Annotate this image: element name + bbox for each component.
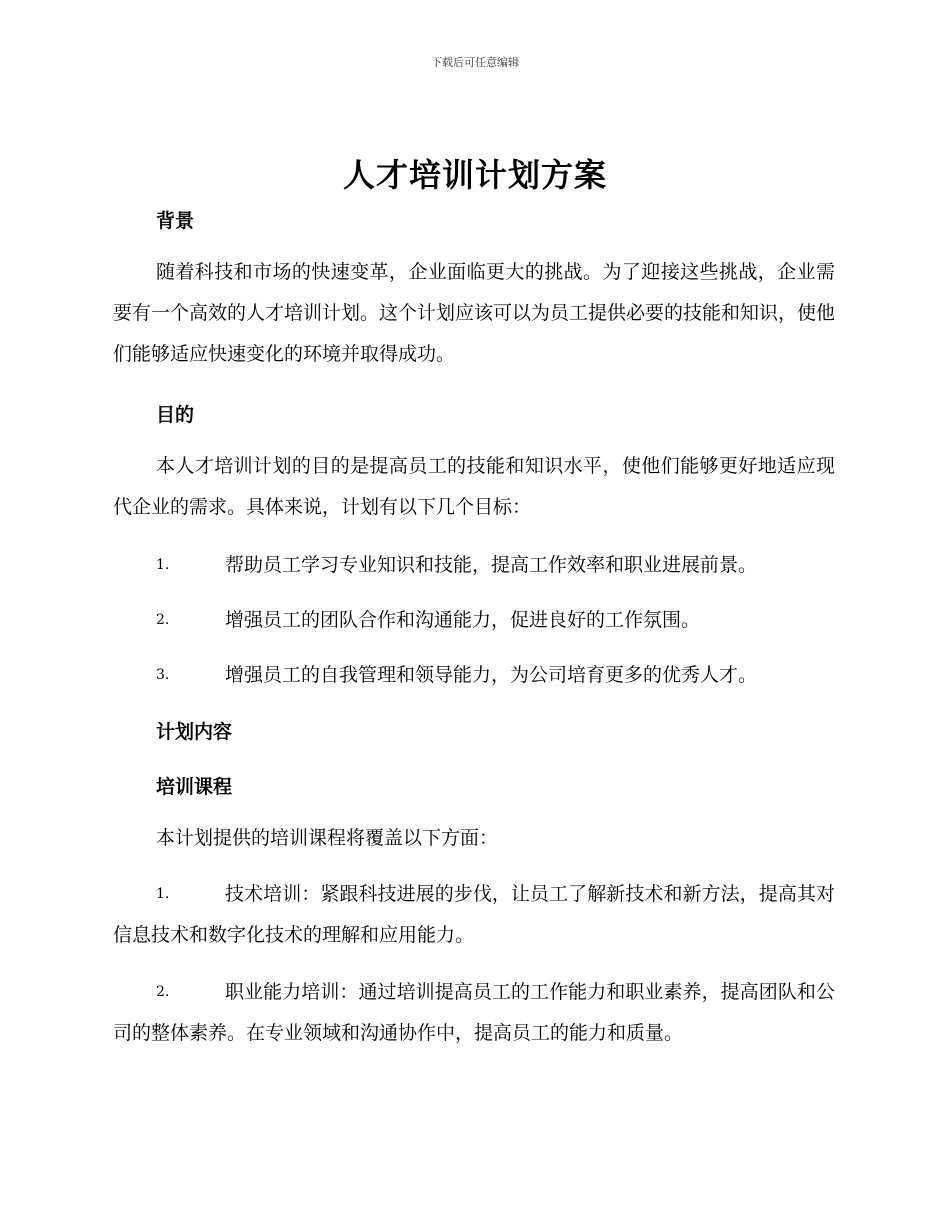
list-item-number: 3. <box>156 667 170 683</box>
section-heading-purpose: 目的 <box>156 404 195 426</box>
list-item-number: 2. <box>156 984 170 1000</box>
list-item-text: 帮助员工学习专业知识和技能，提高工作效率和职业进展前景。 <box>225 554 758 576</box>
list-item-text: 增强员工的自我管理和领导能力，为公司培育更多的优秀人才。 <box>225 664 758 686</box>
list-item-number: 1. <box>156 557 170 573</box>
subheading-courses: 培训课程 <box>156 776 233 798</box>
list-item <box>113 874 835 956</box>
list-item <box>113 600 835 641</box>
list-item-text: 职业能力培训：通过培训提高员工的工作能力和职业素养，提高团队和公司的整体素养。在专业领域和沟通协作中，提高员工的能力和质量。 <box>113 981 835 1044</box>
list-item-text: 增强员工的团队合作和沟通能力，促进良好的工作氛围。 <box>225 609 701 631</box>
section-heading-background: 背景 <box>156 210 195 232</box>
list-item <box>113 545 835 586</box>
list-item <box>113 655 835 696</box>
section-heading-plan: 计划内容 <box>156 721 233 743</box>
list-item <box>113 972 835 1054</box>
header-note: 下载后可任意编辑 <box>431 56 519 69</box>
list-item-number: 2. <box>156 612 170 628</box>
list-item-text: 技术培训：紧跟科技进展的步伐，让员工了解新技术和新方法，提高其对信息技术和数字化技术的理解和应用能力。 <box>113 883 835 946</box>
document-title: 人才培训计划方案 <box>342 156 607 194</box>
background-paragraph: 随着科技和市场的快速变革，企业面临更大的挑战。为了迎接这些挑战，企业需要有一个高效的人才培训计划。这个计划应该可以为员工提供必要的技能和知识，使他们能够适应快速变化的环境并取得成功。 <box>113 261 836 365</box>
courses-intro: 本计划提供的培训课程将覆盖以下方面： <box>156 827 499 849</box>
list-item-number: 1. <box>156 886 170 902</box>
purpose-paragraph: 本人才培训计划的目的是提高员工的技能和知识水平，使他们能够更好地适应现代企业的需求。具体来说，计划有以下几个目标： <box>113 455 835 518</box>
